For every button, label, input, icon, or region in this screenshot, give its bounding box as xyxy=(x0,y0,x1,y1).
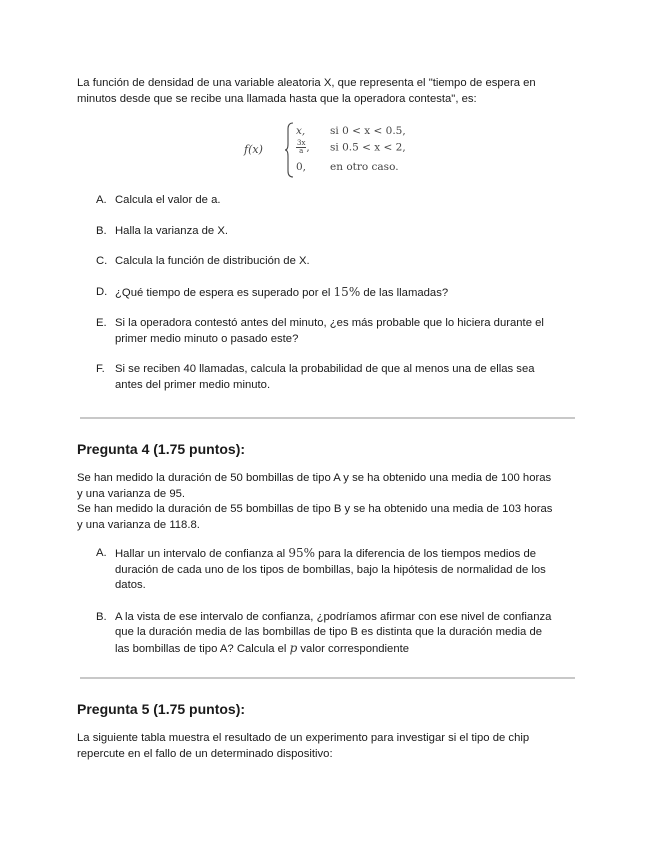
list-item xyxy=(77,254,577,270)
formula-row-2-cond: si 0.5 < x < 2, xyxy=(330,141,406,154)
formula-row-1-expr: x, xyxy=(296,125,306,137)
item-text-line-2: primer medio minuto o pasado este? xyxy=(115,332,299,345)
formula-fraction xyxy=(296,140,306,155)
q4-p2-line-2: y una varianza de 118.8. xyxy=(77,518,200,531)
density-formula xyxy=(240,122,440,178)
item-text-line-1: Si la operadora contestó antes del minuto, ¿es más probable que lo hiciera durante el xyxy=(115,317,544,329)
item-letter: B. xyxy=(96,224,107,237)
item-text-pre: ¿Qué tiempo de espera es superado por el xyxy=(115,286,334,299)
item-letter: D. xyxy=(96,285,108,298)
q5-line-2: repercute en el fallo de un determinado dispositivo: xyxy=(77,747,333,760)
section-divider xyxy=(80,677,575,679)
list-item xyxy=(77,193,577,209)
list-item xyxy=(77,224,577,240)
item-text-line-3: datos. xyxy=(115,579,146,591)
formula-row-3-expr: 0, xyxy=(296,161,307,173)
item-letter: B. xyxy=(96,610,107,623)
q5-paragraph xyxy=(77,731,577,762)
q4-p1-line-2: y una varianza de 95. xyxy=(77,487,186,500)
inline-math-p: p xyxy=(289,640,298,655)
density-intro-paragraph xyxy=(77,76,577,107)
item-text-pre: Hallar un intervalo de confianza al xyxy=(115,548,289,560)
list-item xyxy=(77,316,577,347)
item-text-post: para la diferencia de los tiempos medios de xyxy=(315,548,537,560)
q4-p2-line-1: Se han medido la duración de 55 bombillas de tipo B y se ha obtenido una media de 103 horas xyxy=(77,503,553,515)
item-text-post: valor correspondiente xyxy=(297,642,410,655)
item-letter: A. xyxy=(96,194,107,206)
formula-row-3 xyxy=(296,160,399,176)
q5-line-1: La siguiente tabla muestra el resultado de un experimento para investigar si el tipo de chip xyxy=(77,732,530,744)
formula-row-2-expr: $\frac{3x}{a}$ , xyxy=(297,139,310,155)
fraction-denominator: a xyxy=(299,147,304,155)
list-item xyxy=(77,362,577,393)
item-text-line-2: duración de cada uno de los tipos de bombillas, bajo la hipótesis de normalidad de los xyxy=(115,563,546,576)
intro-line-1: La función de densidad de una variable aleatoria X, que representa el "tiempo de espera en xyxy=(77,77,536,89)
fraction-numerator: 3x xyxy=(297,139,306,147)
left-brace-icon xyxy=(284,122,294,178)
formula-row-1 xyxy=(296,124,406,140)
q5-heading: Pregunta 5 (1.75 puntos): xyxy=(77,701,246,717)
item-text-pre: las bombillas de tipo A? Calcula el xyxy=(115,642,290,655)
formula-row-1-cond: si 0 < x < 0.5, xyxy=(330,125,406,137)
formula-row-3-cond: en otro caso. xyxy=(330,161,399,173)
q4-item-list xyxy=(77,546,577,672)
section-divider xyxy=(80,417,575,419)
item-text-line-2: que la duración media de las bombillas de tipo B es distinta que la duración media de xyxy=(115,626,543,638)
item-letter: C. xyxy=(96,255,108,267)
item-letter: A. xyxy=(96,547,107,559)
item-letter: E. xyxy=(96,317,107,329)
formula-row-2 xyxy=(296,140,406,156)
intro-line-2: minutos desde que se recibe una llamada hasta que la operadora contesta", es: xyxy=(77,92,477,105)
item-text: Calcula el valor de a. xyxy=(115,194,221,206)
item-text-line-2: antes del primer medio minuto. xyxy=(115,378,271,391)
item-text-line-1: A la vista de ese intervalo de confianza, ¿podríamos afirmar con ese nivel de confianza xyxy=(115,610,552,623)
item-text-line-1: Si se reciben 40 llamadas, calcula la probabilidad de que al menos una de ellas sea xyxy=(115,363,535,375)
inline-math-percent: 95% xyxy=(288,546,315,560)
q3-item-list xyxy=(77,193,577,408)
q4-p1-line-1: Se han medido la duración de 50 bombillas de tipo A y se ha obtenido una media de 100 horas xyxy=(77,472,552,484)
q4-heading: Pregunta 4 (1.75 puntos): xyxy=(77,441,246,457)
list-item xyxy=(77,285,577,302)
formula-lhs: f(x) xyxy=(244,143,263,156)
list-item xyxy=(77,546,577,594)
list-item xyxy=(77,610,577,658)
q4-paragraph xyxy=(77,471,577,533)
item-text: Halla la varianza de X. xyxy=(115,224,229,237)
item-text: Calcula la función de distribución de X. xyxy=(115,255,310,267)
item-text-post: de las llamadas? xyxy=(360,286,449,299)
item-letter: F. xyxy=(96,363,105,375)
inline-math-percent: 15% xyxy=(333,284,361,299)
